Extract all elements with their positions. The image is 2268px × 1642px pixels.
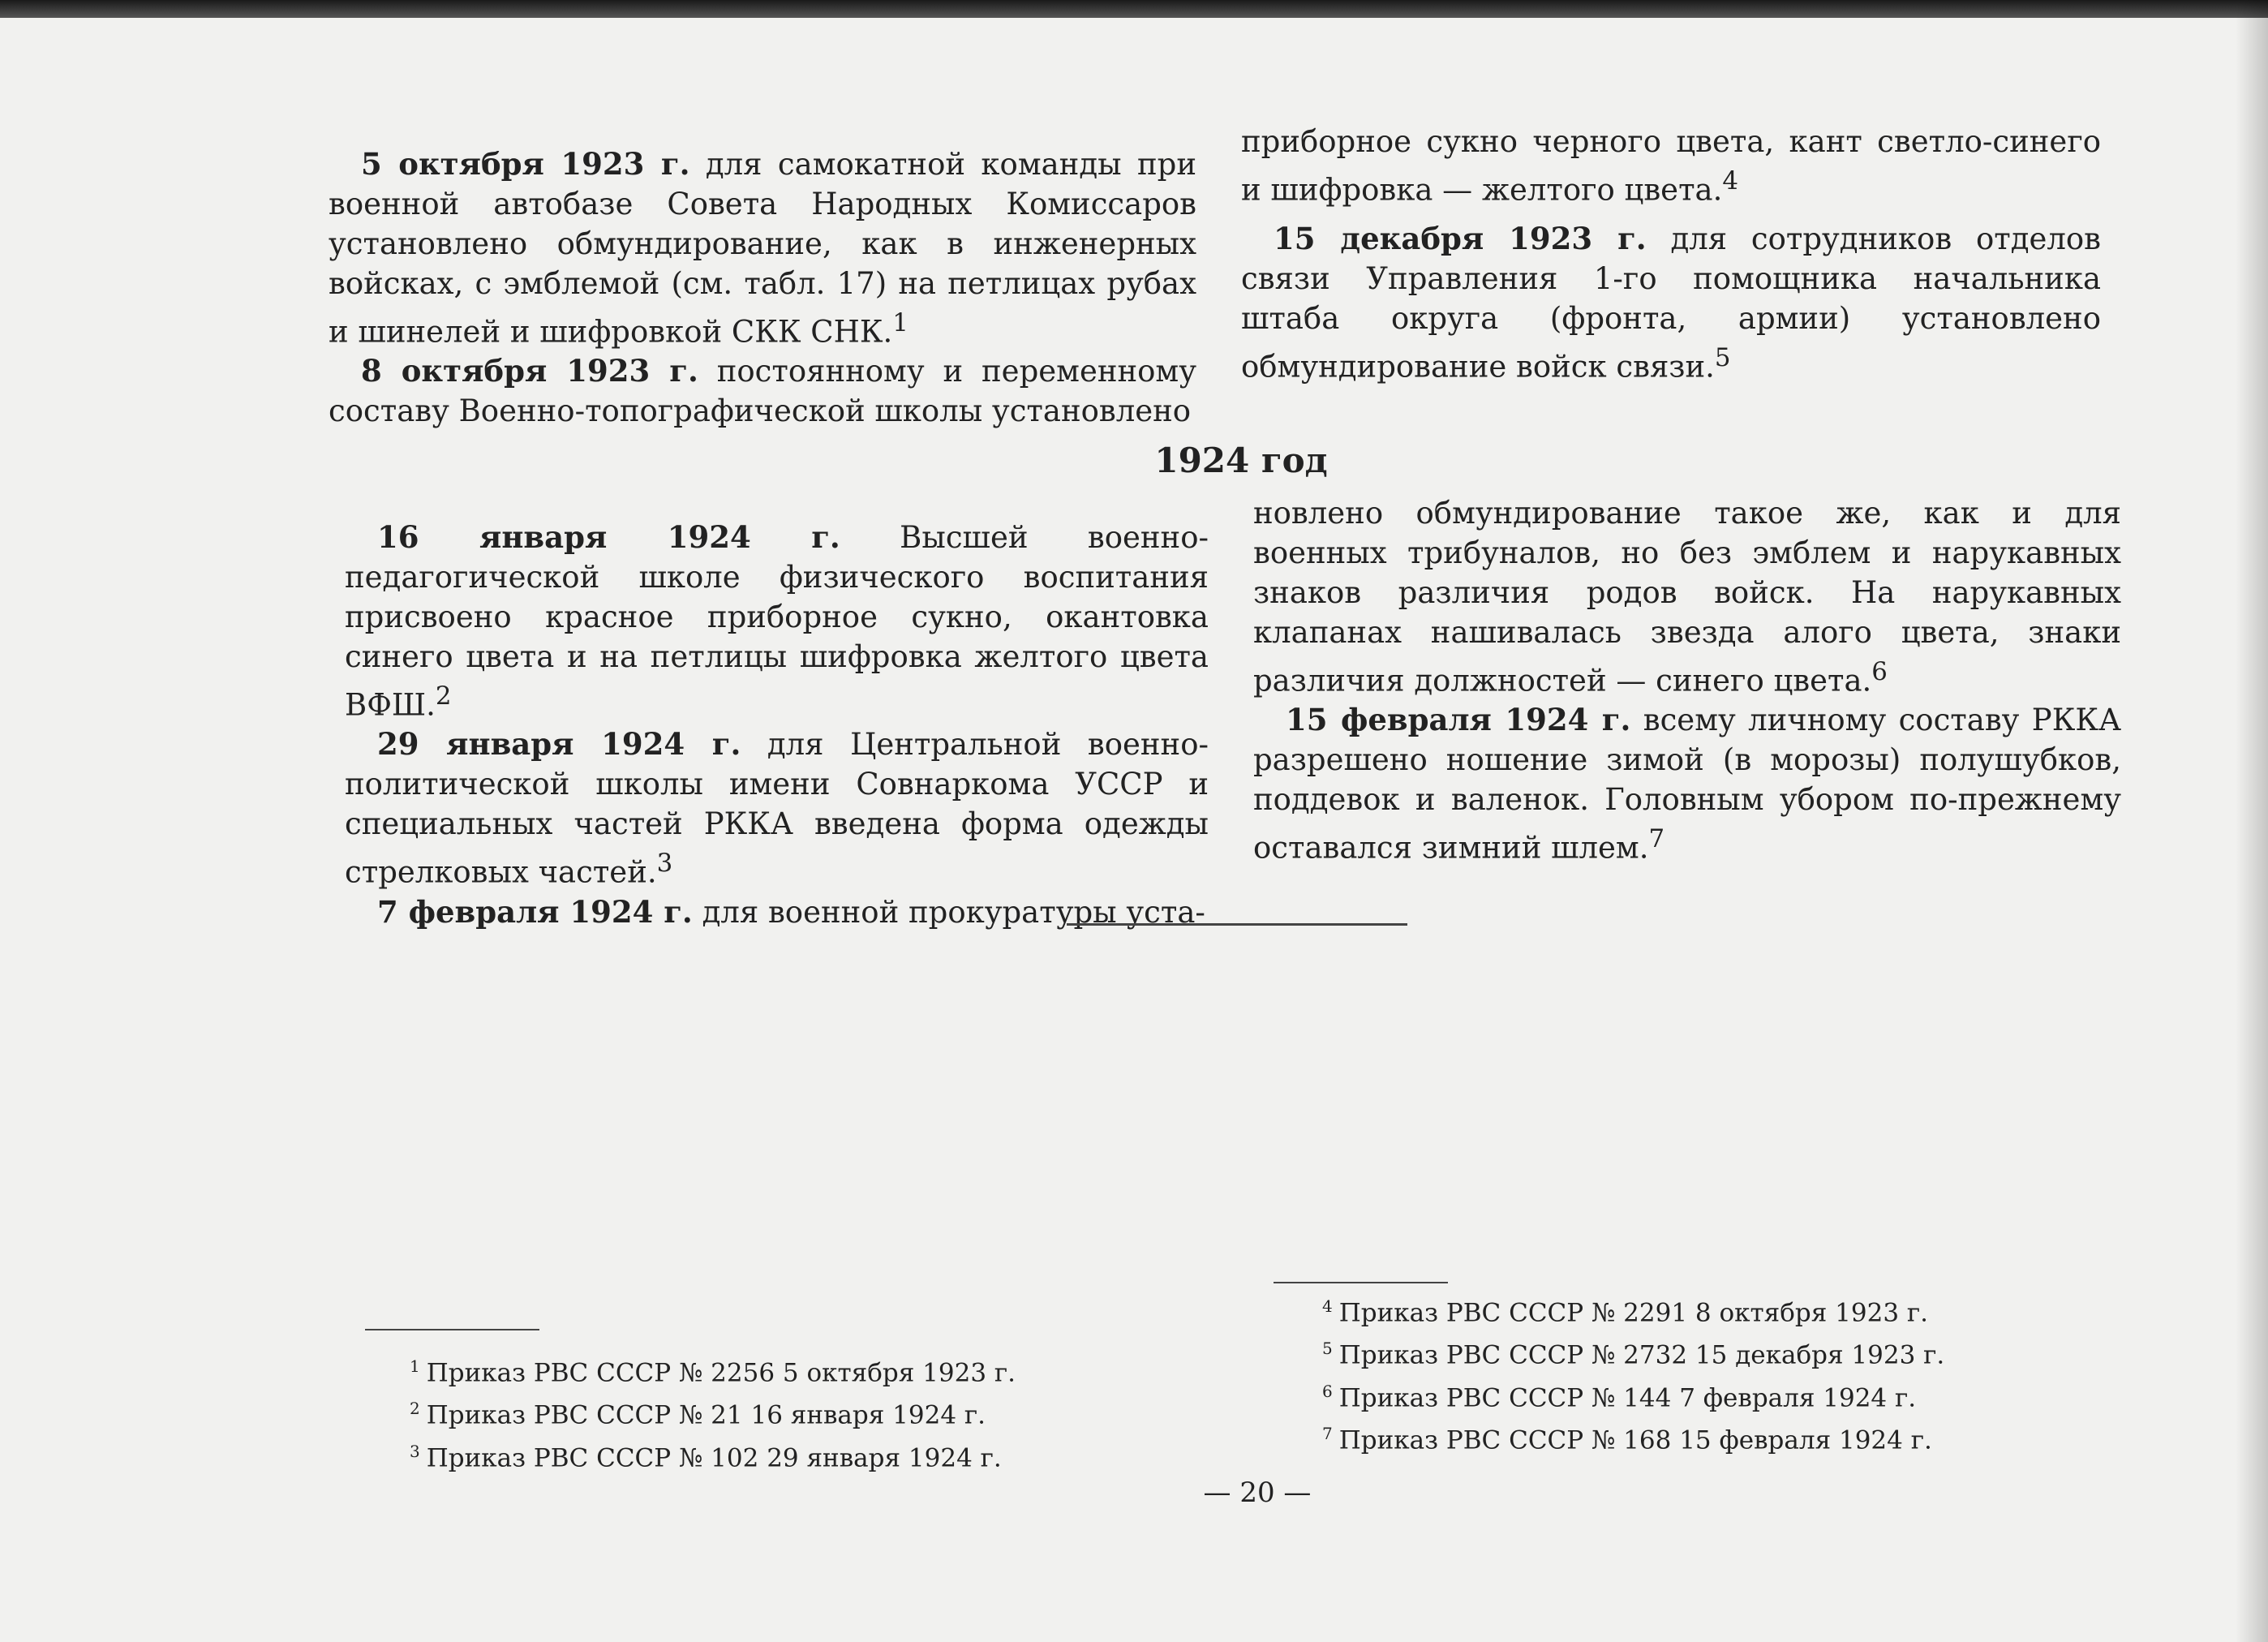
paragraph (329, 351, 1196, 431)
footnote-divider-right (1274, 1282, 1448, 1283)
paragraph (1241, 122, 2101, 209)
entry-text: новлено обмундирование такое же, как и для военных трибуналов, но без эмблем и нарукавных знаков различия родов войск. На нарукавных клапанах нашивалась звезда алого цвета, знаки различия должностей — синего цвета. (1253, 496, 2121, 698)
footnote-text: Приказ РВС СССР № 21 16 января 1924 г. (426, 1400, 986, 1430)
footnote-ref: 5 (1714, 343, 1731, 373)
entry-date: 5 октября 1923 г. (361, 146, 690, 182)
entry-text: для военной прокуратуры уста- (692, 894, 1205, 930)
section-heading: 1924 год (1154, 441, 1328, 480)
footnote-text: Приказ РВС СССР № 2291 8 октября 1923 г. (1338, 1298, 1928, 1328)
entry-date: 16 января 1924 г. (377, 519, 840, 555)
footnote-number: 3 (410, 1441, 420, 1461)
entry-text: для сотрудников отделов связи Управления 1-го помощника начальника штаба округа (фронта, армии) установлено обмундирование войск связи. (1241, 221, 2101, 385)
footnote-ref: 1 (892, 308, 908, 337)
footnote (410, 1391, 1140, 1433)
footnote-ref: 2 (435, 681, 452, 711)
entry-date: 29 января 1924 г. (377, 726, 741, 763)
footnote-number: 6 (1322, 1381, 1333, 1401)
footnote-number: 1 (410, 1356, 420, 1376)
paragraph (345, 518, 1209, 724)
footnote-ref: 7 (1648, 824, 1665, 854)
entry-text: всему личному составу РККА разрешено ношение зимой (в морозы) полушубков, поддевок и валенок. Головным убором по-прежнему оставался зимний шлем. (1253, 703, 2121, 866)
column-mid-right (1253, 493, 2121, 868)
footnote-ref: 6 (1871, 657, 1888, 686)
entry-date: 15 декабря 1923 г. (1274, 221, 1647, 257)
footnote-number: 4 (1322, 1296, 1333, 1316)
footnote-text: Приказ РВС СССР № 2732 15 декабря 1923 г. (1338, 1340, 1945, 1370)
entry-date: 15 февраля 1924 г. (1286, 702, 1631, 738)
column-top-left (329, 144, 1196, 431)
entry-text: Высшей военно-педагогической школе физического воспитания присвоено красное приборное сукно, окантовка синего цвета и на петлицы шифровка желтого цвета ВФШ. (345, 520, 1209, 723)
paragraph (1241, 219, 2101, 386)
footnote-text: Приказ РВС СССР № 144 7 февраля 1924 г. (1338, 1382, 1917, 1412)
entry-date: 8 октября 1923 г. (361, 353, 698, 389)
footnote-ref: 3 (656, 849, 673, 879)
footnote (1322, 1416, 2093, 1458)
footnote-text: Приказ РВС СССР № 168 15 февраля 1924 г. (1338, 1425, 1932, 1455)
paragraph (345, 724, 1209, 892)
entry-text: для самокатной команды при военной автобазе Совета Народных Комиссаров установлено обмундирование, как в инженерных войсках, с эмблемой (см. табл. 17) на петлицах рубах и шинелей и шифровкой СКК СНК. (329, 147, 1196, 350)
column-top-right (1241, 122, 2101, 387)
entry-text: для Центральной военно-политической школы имени Совнаркома УССР и специальных частей РККА введена форма одежды стрелковых частей. (345, 727, 1209, 890)
page-number: — 20 — (1203, 1477, 1312, 1509)
footnote-text: Приказ РВС СССР № 2256 5 октября 1923 г. (426, 1358, 1016, 1388)
scan-top-edge (0, 0, 2268, 18)
footnote-number: 5 (1322, 1339, 1333, 1359)
footnote-ref: 4 (1722, 166, 1738, 196)
column-mid-left (345, 518, 1209, 932)
scan-right-edge (2236, 0, 2268, 1642)
footnote-divider-left (365, 1329, 539, 1330)
footnotes-left (410, 1348, 1140, 1476)
paragraph (345, 892, 1209, 932)
entry-date: 7 февраля 1924 г. (377, 893, 693, 930)
entry-text: приборное сукно черного цвета, кант светло-синего и шифровка — желтого цвета. (1241, 124, 2101, 208)
footnote (1322, 1330, 2093, 1373)
entry-text: постоянному и переменному составу Военно-топографической школы установлено (329, 354, 1196, 429)
section-divider (1067, 923, 1407, 926)
paragraph (1253, 700, 2121, 867)
paragraph (1253, 493, 2121, 700)
footnote-number: 7 (1322, 1423, 1333, 1443)
footnote-number: 2 (410, 1399, 420, 1419)
footnote-text: Приказ РВС СССР № 102 29 января 1924 г. (426, 1442, 1002, 1472)
footnote (410, 1348, 1140, 1391)
paragraph (329, 144, 1196, 351)
footnote (1322, 1373, 2093, 1416)
footnote (410, 1434, 1140, 1476)
footnotes-right (1322, 1288, 2093, 1458)
footnote (1322, 1288, 2093, 1330)
